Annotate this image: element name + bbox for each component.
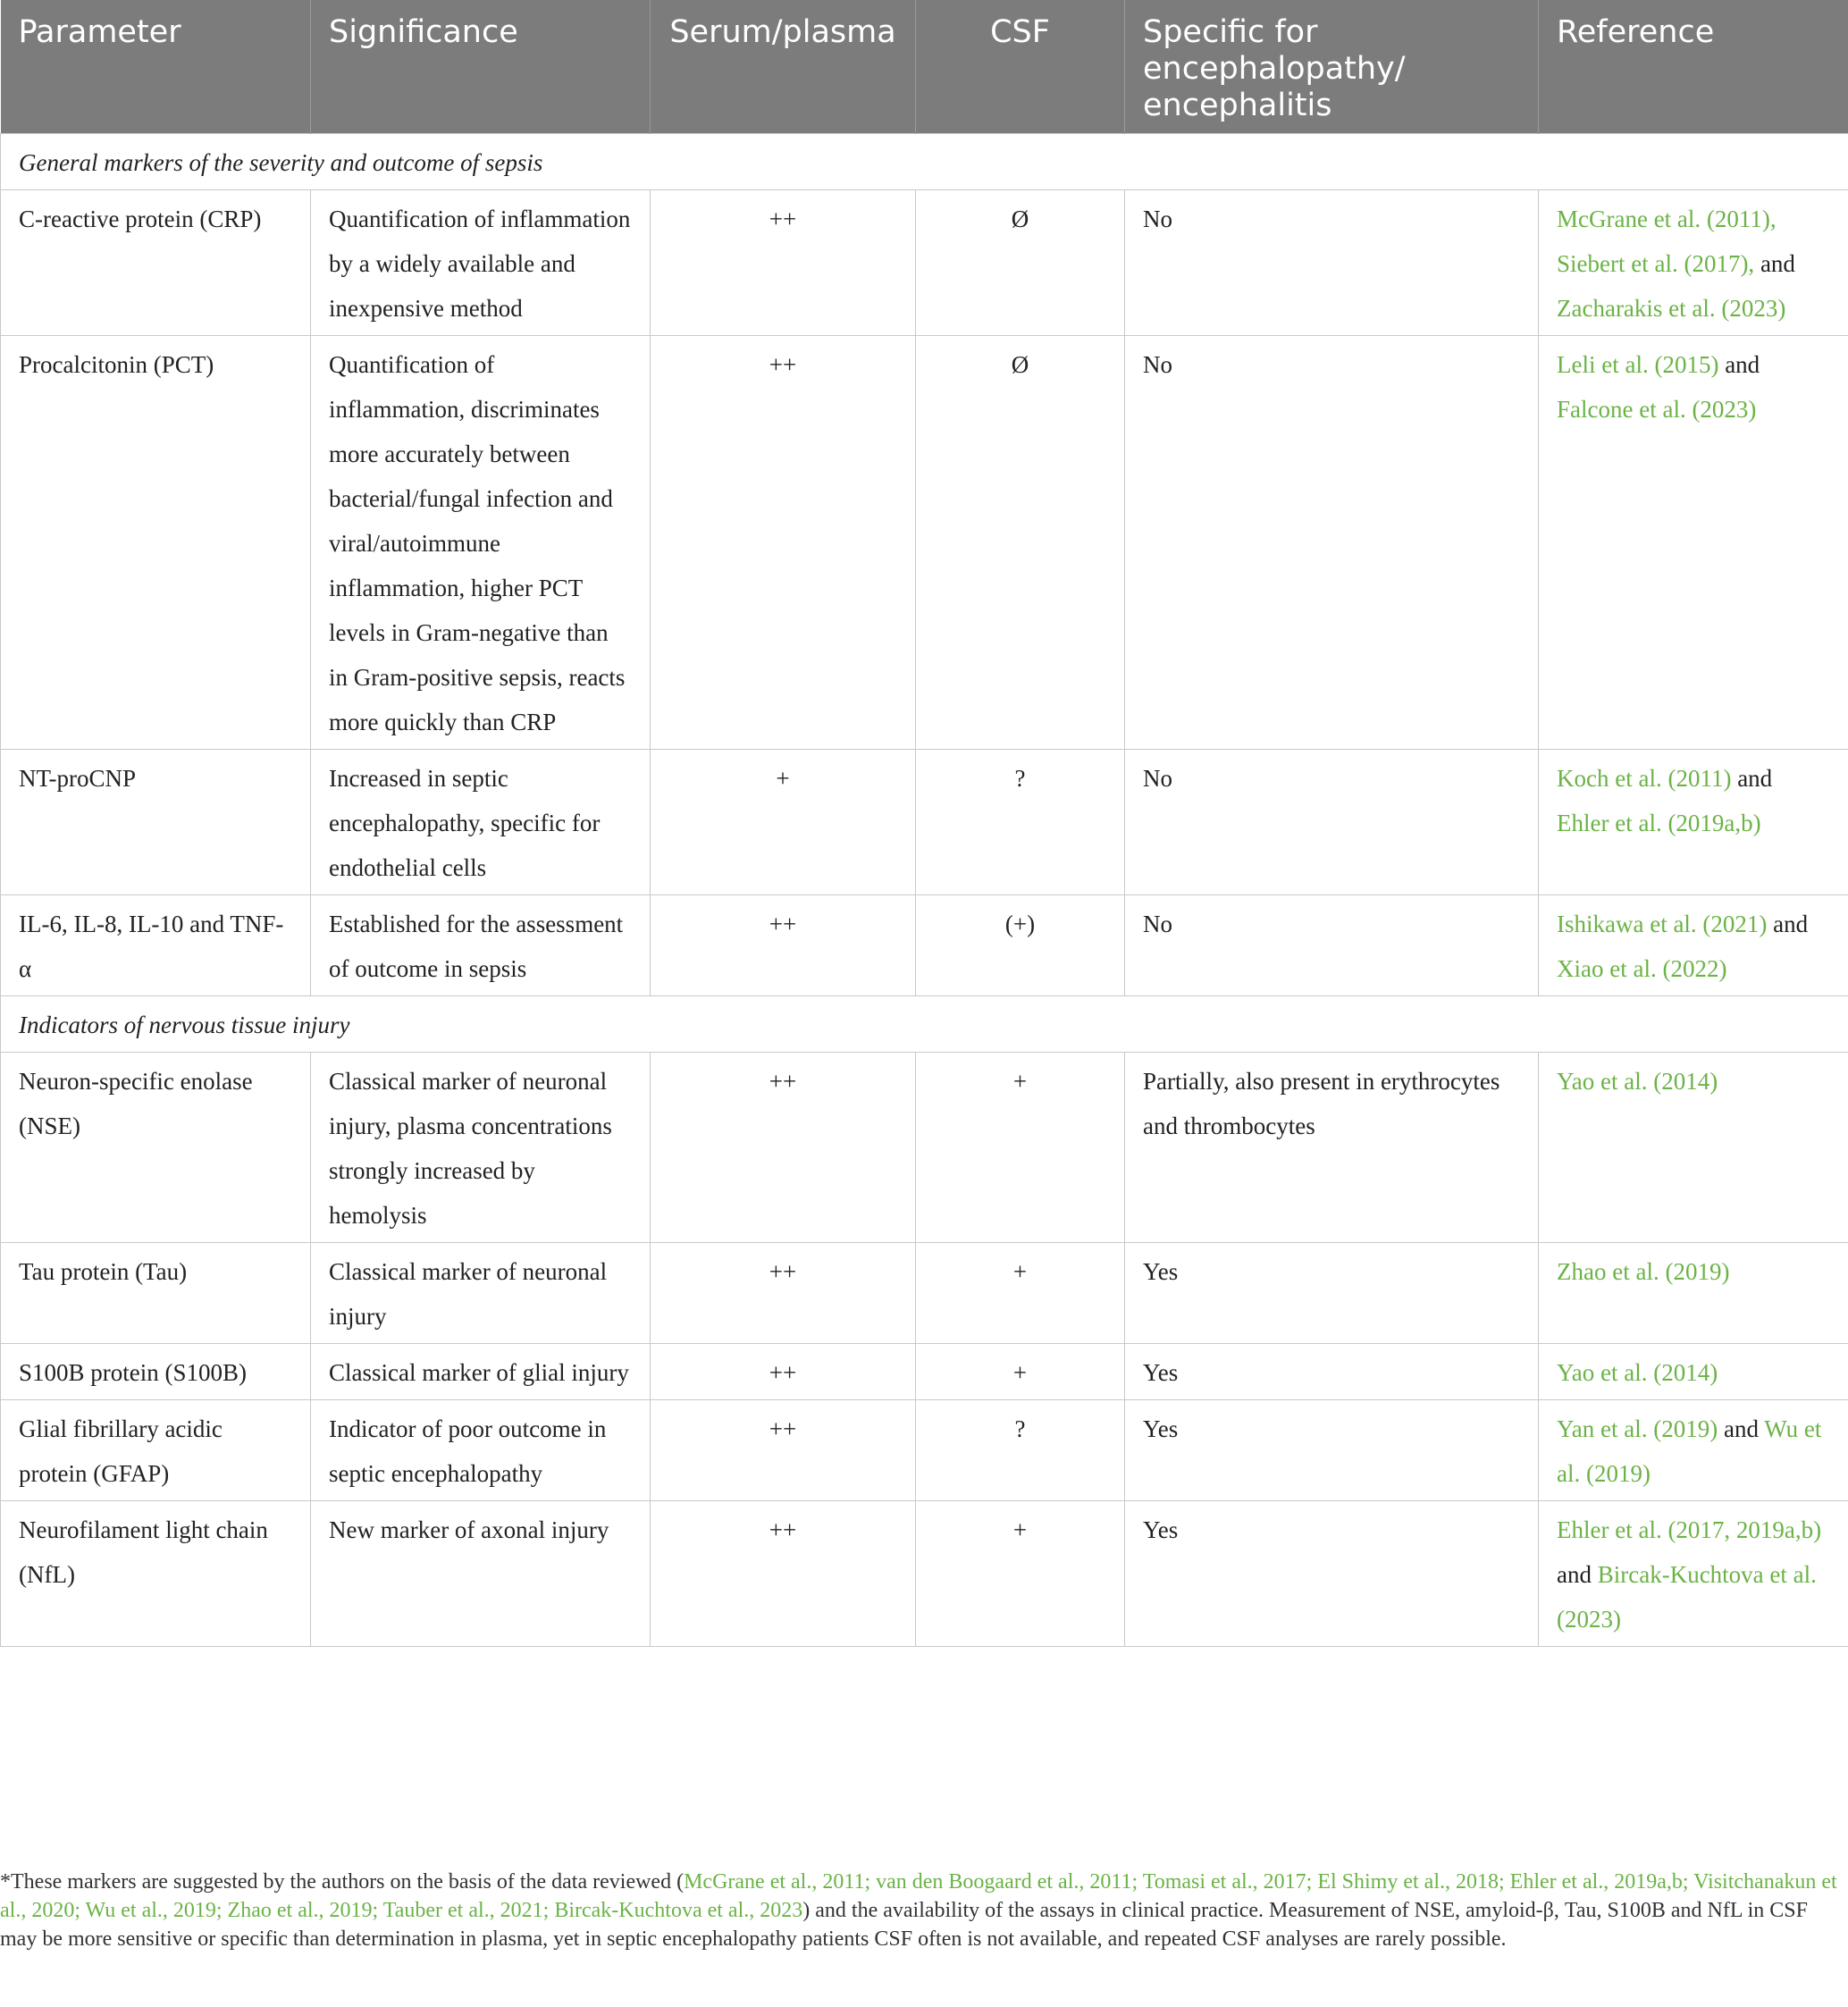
- cell-specific: Yes: [1125, 1501, 1539, 1647]
- header-serum-plasma: Serum/plasma: [651, 0, 916, 134]
- cell-serum: ++: [651, 1400, 916, 1501]
- reference-link[interactable]: Yan et al. (2019): [1557, 1415, 1718, 1442]
- cell-parameter: S100B protein (S100B): [1, 1344, 311, 1400]
- cell-significance: Classical marker of neuronal injury: [311, 1243, 651, 1344]
- cell-significance: Classical marker of neuronal injury, plasma concentrations strongly increased by hemolysis: [311, 1053, 651, 1243]
- header-significance: Significance: [311, 0, 651, 134]
- cell-parameter: NT-proCNP: [1, 750, 311, 895]
- reference-link[interactable]: Zhao et al. (2019): [1557, 1258, 1730, 1285]
- cell-reference: [1539, 190, 1848, 336]
- cell-parameter: IL-6, IL-8, IL-10 and TNF-α: [1, 895, 311, 996]
- reference-conjunction: and: [1767, 911, 1809, 937]
- cell-specific: No: [1125, 895, 1539, 996]
- table-row: [1, 336, 1848, 750]
- reference-link[interactable]: Ehler et al. (2019a,b): [1557, 810, 1761, 836]
- cell-serum: ++: [651, 1344, 916, 1400]
- cell-csf: (+): [916, 895, 1125, 996]
- reference-conjunction: and: [1731, 765, 1773, 792]
- table-footnote: [0, 1868, 1841, 1953]
- cell-reference: [1539, 336, 1848, 750]
- header-row: [1, 0, 1848, 134]
- cell-significance: Indicator of poor outcome in septic encephalopathy: [311, 1400, 651, 1501]
- section-row: [1, 134, 1848, 190]
- table-row: [1, 895, 1848, 996]
- cell-significance: Increased in septic encephalopathy, specific for endothelial cells: [311, 750, 651, 895]
- cell-specific: Yes: [1125, 1243, 1539, 1344]
- cell-reference: [1539, 895, 1848, 996]
- cell-significance: Established for the assessment of outcome in sepsis: [311, 895, 651, 996]
- cell-csf: Ø: [916, 336, 1125, 750]
- cell-reference: [1539, 1501, 1848, 1647]
- cell-parameter: Neurofilament light chain (NfL): [1, 1501, 311, 1647]
- reference-link[interactable]: Yao et al. (2014): [1557, 1359, 1718, 1386]
- section-title: Indicators of nervous tissue injury: [1, 996, 1848, 1053]
- cell-csf: +: [916, 1344, 1125, 1400]
- reference-link[interactable]: Leli et al. (2015): [1557, 351, 1719, 378]
- cell-parameter: C-reactive protein (CRP): [1, 190, 311, 336]
- cell-specific: No: [1125, 750, 1539, 895]
- cell-reference: [1539, 1243, 1848, 1344]
- cell-specific: Yes: [1125, 1344, 1539, 1400]
- reference-link[interactable]: Koch et al. (2011): [1557, 765, 1732, 792]
- header-parameter: Parameter: [1, 0, 311, 134]
- cell-serum: ++: [651, 1243, 916, 1344]
- cell-reference: [1539, 750, 1848, 895]
- reference-link[interactable]: Ishikawa et al. (2021): [1557, 911, 1768, 937]
- cell-parameter: Glial fibrillary acidic protein (GFAP): [1, 1400, 311, 1501]
- cell-significance: Quantification of inflammation, discriminates more accurately between bacterial/fungal infection and viral/autoimmune inflammation, higher PCT levels in Gram-negative than in Gram-positive sepsis, reacts more quickly than CRP: [311, 336, 651, 750]
- reference-link[interactable]: Yao et al. (2014): [1557, 1068, 1718, 1095]
- reference-conjunction: and: [1754, 250, 1795, 277]
- cell-serum: ++: [651, 190, 916, 336]
- reference-conjunction: and: [1718, 1415, 1765, 1442]
- reference-link[interactable]: Bircak-Kuchtova et al. (2023): [1557, 1561, 1817, 1633]
- table-row: [1, 1400, 1848, 1501]
- header-reference: Reference: [1539, 0, 1848, 134]
- cell-significance: Classical marker of glial injury: [311, 1344, 651, 1400]
- cell-parameter: Neuron-specific enolase (NSE): [1, 1053, 311, 1243]
- cell-specific: Partially, also present in erythrocytes and thrombocytes: [1125, 1053, 1539, 1243]
- header-csf: CSF: [916, 0, 1125, 134]
- reference-conjunction: and: [1557, 1561, 1598, 1588]
- cell-serum: ++: [651, 1053, 916, 1243]
- cell-significance: Quantification of inflammation by a widely available and inexpensive method: [311, 190, 651, 336]
- reference-conjunction: and: [1718, 351, 1760, 378]
- reference-link[interactable]: Ehler et al. (2017, 2019a,b): [1557, 1516, 1822, 1543]
- cell-reference: [1539, 1400, 1848, 1501]
- footnote-prefix: *These markers are suggested by the authors on the basis of the data reviewed (: [0, 1870, 685, 1894]
- table-row: [1, 190, 1848, 336]
- cell-csf: ?: [916, 1400, 1125, 1501]
- cell-specific: Yes: [1125, 1400, 1539, 1501]
- cell-serum: ++: [651, 336, 916, 750]
- cell-csf: Ø: [916, 190, 1125, 336]
- cell-csf: ?: [916, 750, 1125, 895]
- section-title: General markers of the severity and outcome of sepsis: [1, 134, 1848, 190]
- reference-link[interactable]: Wu et al. (2019): [1557, 1415, 1822, 1487]
- cell-serum: ++: [651, 1501, 916, 1647]
- cell-parameter: Tau protein (Tau): [1, 1243, 311, 1344]
- reference-link[interactable]: Xiao et al. (2022): [1557, 955, 1727, 982]
- cell-specific: No: [1125, 336, 1539, 750]
- footnote-citations-link[interactable]: McGrane et al., 2011; van den Boogaard et al., 2011; Tomasi et al., 2017; El Shimy et al., 2018; Ehler et al., 2019a,b; Visitchanakun et al., 2020; Wu et al., 2019; Zhao et al., 2019; Tauber et al., 2021; Bircak-Kuchtova et al., 2023: [0, 1870, 1837, 1922]
- table-row: [1, 1053, 1848, 1243]
- cell-specific: No: [1125, 190, 1539, 336]
- header-specific: Specific for encephalopathy/ encephalitis: [1125, 0, 1539, 134]
- cell-serum: +: [651, 750, 916, 895]
- cell-significance: New marker of axonal injury: [311, 1501, 651, 1647]
- table-row: [1, 750, 1848, 895]
- cell-csf: +: [916, 1501, 1125, 1647]
- cell-csf: +: [916, 1053, 1125, 1243]
- footnote-suffix: ) and the availability of the assays in clinical practice. Measurement of NSE, amyloid-β, Tau, S100B and NfL in CSF may be more sensitive or specific than determination in plasma, yet in septic encephalopathy patients CSF often is not available, and repeated CSF analyses are rarely possible.: [0, 1899, 1808, 1951]
- cell-serum: ++: [651, 895, 916, 996]
- cell-reference: [1539, 1053, 1848, 1243]
- reference-link[interactable]: Zacharakis et al. (2023): [1557, 295, 1786, 322]
- cell-csf: +: [916, 1243, 1125, 1344]
- table-row: [1, 1344, 1848, 1400]
- cell-reference: [1539, 1344, 1848, 1400]
- reference-link[interactable]: Falcone et al. (2023): [1557, 396, 1757, 423]
- table-row: [1, 1243, 1848, 1344]
- reference-link[interactable]: McGrane et al. (2011), Siebert et al. (2017),: [1557, 206, 1777, 277]
- cell-parameter: Procalcitonin (PCT): [1, 336, 311, 750]
- section-row: [1, 996, 1848, 1053]
- table-row: [1, 1501, 1848, 1647]
